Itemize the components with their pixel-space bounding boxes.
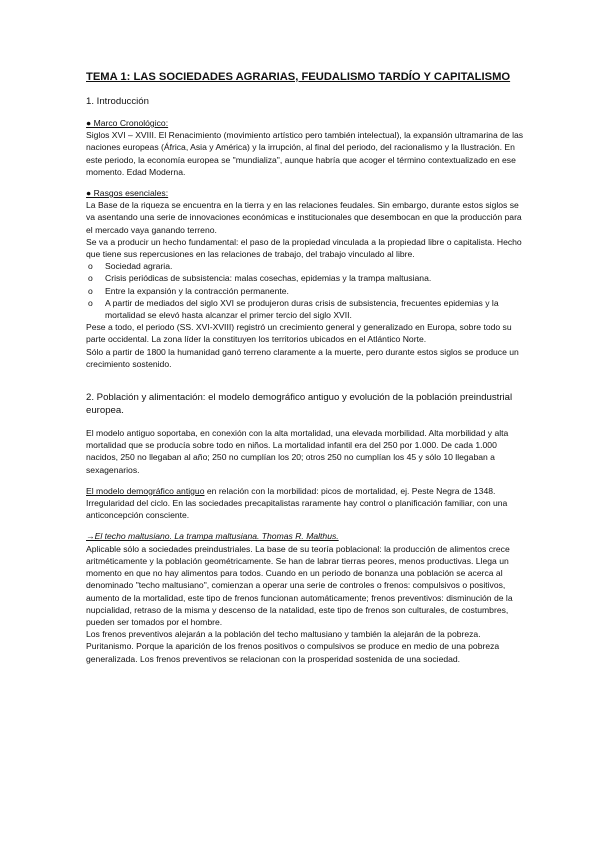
list-item xyxy=(86,297,525,321)
techo-maltusiano-label: →El techo maltusiano. La trampa maltusiana. Thomas R. Malthus. xyxy=(86,531,339,542)
modelo-demografico-text: en relación con la morbilidad: picos de mortalidad, ej. Peste Negra de 1348. Irregularidad del ciclo. En las sociedades precapitalistas raramente hay control o planificación familiar, con una anticoncepción consciente. xyxy=(86,485,508,521)
section-2-heading: 2. Población y alimentación: el modelo demográfico antiguo y evolución de la población preindustrial europea. xyxy=(86,392,513,417)
modelo-demografico-label: El modelo demográfico antiguo xyxy=(86,485,205,496)
bullet-marker: o xyxy=(88,273,93,284)
list-item xyxy=(86,260,525,272)
list-item-text: A partir de mediados del siglo XVI se produjeron duras crisis de subsistencia, frecuentes epidemias y la mortalidad se elevó hasta alcanzar el primer tercio del siglo XVII. xyxy=(105,297,499,321)
list-item xyxy=(86,272,525,284)
bullet-marker: o xyxy=(88,261,93,272)
techo-maltusiano-block xyxy=(86,530,525,664)
marco-cronologico-label: ● Marco Cronológico: xyxy=(86,118,169,128)
modelo-demografico-paragraph xyxy=(86,485,525,522)
list-item xyxy=(86,285,525,297)
techo-maltusiano-paragraph: Aplicable sólo a sociedades preindustriales. La base de su teoría poblacional: la producción de alimentos crece aritméticamente y la población geométricamente. Se han de labrar tierras peores, menos productivas. Llega un momento en que no hay alimentos para todos. Cuando en un periodo de bonanza una población se acerca al denominado "techo maltusiano", comienzan a operar una serie de controles o frenos: compulsivos o positivos, aumento de la mortalidad, este tipo de frenos funcionan automáticamente; frenos preventivos: disminución de la nupcialidad, retraso de la misma y descenso de la natalidad, este tipo de frenos son culturales, de costumbres, pueden ser tomados por el hombre. xyxy=(86,543,513,627)
rasgos-esenciales-label: ● Rasgos esenciales: xyxy=(86,188,169,199)
rasgos-esenciales-block xyxy=(86,187,525,370)
list-item-text: Sociedad agraria. xyxy=(105,261,173,272)
bullet-marker: o xyxy=(88,285,93,296)
document-title: TEMA 1: LAS SOCIEDADES AGRARIAS, FEUDALISMO TARDÍO Y CAPITALISMO xyxy=(86,71,511,83)
rasgos-paragraph: La Base de la riqueza se encuentra en la tierra y en las relaciones feudales. Sin embargo, durante estos siglos se va asentando una serie de innovaciones económicas e institucionales que desembocan en que la producción para el mercado vaya ganando terreno. xyxy=(86,200,522,235)
rasgos-bullet-list xyxy=(86,260,525,321)
rasgos-paragraph: Sólo a partir de 1800 la humanidad ganó terreno claramente a la muerte, pero durante estos siglos se produce un crecimiento sostenido. xyxy=(86,346,519,369)
marco-cronologico-text: Siglos XVI – XVIII. El Renacimiento (movimiento artístico pero también intelectual), la expansión ultramarina de las naciones europeas (África, Asia y América) y la irrupción, al final del periodo, del racionalismo y la Ilustración. En este periodo, la economía europea se "mundializa", aunque habría que acoger el término contextualizado en ese momento. Edad Moderna. xyxy=(86,130,524,177)
rasgos-paragraph: Se va a producir un hecho fundamental: el paso de la propiedad vinculada a la propiedad libre o capitalista. Hecho que tiene sus repercusiones en las relaciones de trabajo, del trabajo vinculado al libre. xyxy=(86,236,522,260)
marco-cronologico-block xyxy=(86,117,525,178)
rasgos-paragraph: Pese a todo, el periodo (SS. XVI-XVIII) registró un crecimiento general y generalizado en Europa, sobre todo su parte occidental. La zona líder la constituyen los territorios ubicados en el Atlántico Norte. xyxy=(86,322,512,345)
list-item-text: Crisis periódicas de subsistencia: malas cosechas, epidemias y la trampa maltusiana. xyxy=(105,273,432,284)
section-2-paragraph: El modelo antiguo soportaba, en conexión con la alta mortalidad, una elevada morbilidad. Alta morbilidad y alta mortalidad que se producía sobre todo en niños. La mortalidad infantil era del 250 por 1.000. De cada 1.000 nacidos, 250 no llegaban al año; 250 no cumplían los 20; otros 250 no cumplían los 45 y sólo 10 llegaban a sexagenarios. xyxy=(86,428,509,475)
techo-maltusiano-paragraph: Los frenos preventivos alejarán a la población del techo maltusiano y también la alejarán de la pobreza. Puritanismo. Porque la aparición de los frenos positivos o compulsivos se produce en medio de una pobreza generalizada. Los frenos preventivos se relacionan con la prosperidad sostenida de una sociedad. xyxy=(86,629,500,664)
bullet-marker: o xyxy=(88,297,93,308)
section-2-intro-block xyxy=(86,427,525,476)
modelo-demografico-block xyxy=(86,485,525,522)
section-1-heading: 1. Introducción xyxy=(86,96,149,107)
list-item-text: Entre la expansión y la contracción permanente. xyxy=(105,285,289,296)
